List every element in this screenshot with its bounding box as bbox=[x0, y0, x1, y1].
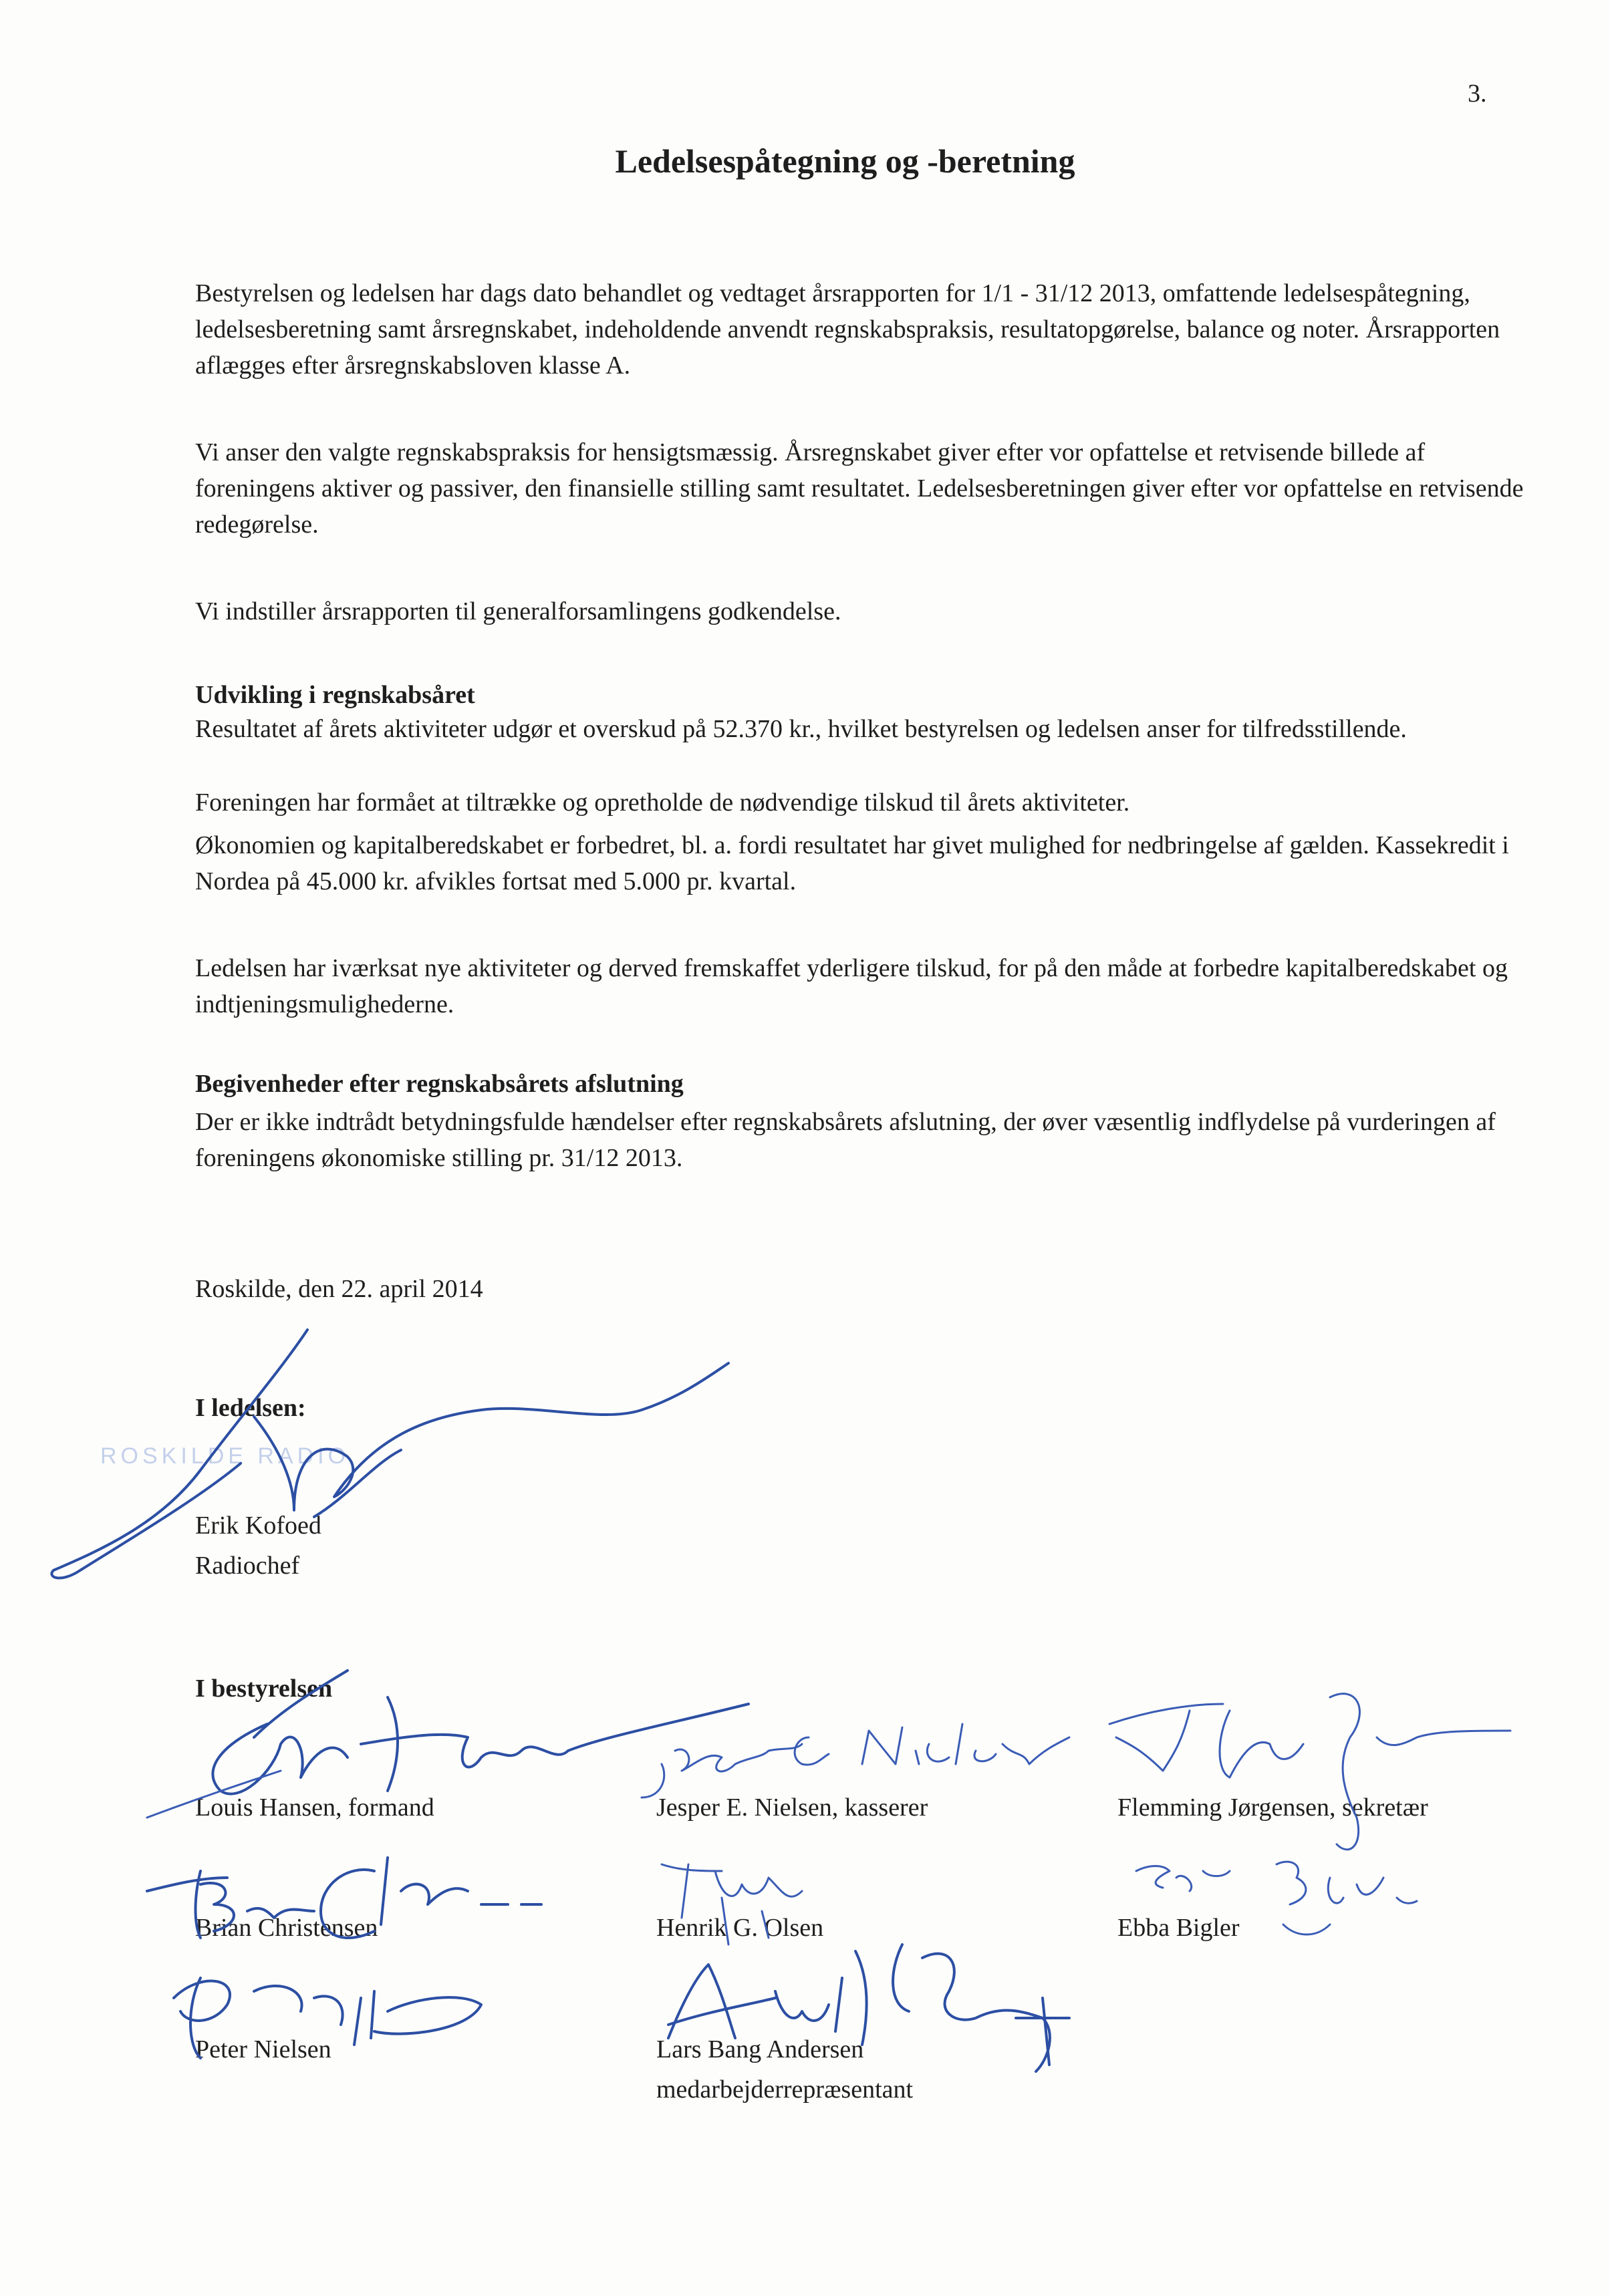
board-member-flemming-jorgensen: Flemming Jørgensen, sekretær bbox=[1117, 1793, 1428, 1822]
board-member-lars-bang-andersen: Lars Bang Andersen bbox=[656, 2035, 864, 2063]
paragraph-result: Resultatet af årets aktiviteter udgør et overskud på 52.370 kr., hvilket bestyrelsen og ledelsen anser for tilfredsstillende. bbox=[195, 715, 1407, 743]
management-heading: I ledelsen: bbox=[195, 1394, 306, 1422]
board-member-jesper-nielsen: Jesper E. Nielsen, kasserer bbox=[656, 1793, 928, 1822]
board-member-role-employee-rep: medarbejderrepræsentant bbox=[656, 2075, 914, 2104]
heading-development: Udvikling i regnskabsåret bbox=[195, 681, 475, 709]
paragraph-events: Der er ikke indtrådt betydningsfulde hændelser efter regnskabsårets afslutning, der øver væsentlig indflydelse på vurderingen af foreningens økonomiske stilling pr. 31/12 2013. bbox=[195, 1108, 1496, 1172]
page-number: 3. bbox=[1468, 80, 1487, 108]
board-heading: I bestyrelsen bbox=[195, 1675, 333, 1703]
document-title: Ledelsespåtegning og -beretning bbox=[615, 142, 1075, 180]
board-member-louis-hansen: Louis Hansen, formand bbox=[195, 1793, 434, 1822]
signature-flemming-jorgensen bbox=[1109, 1694, 1510, 1850]
heading-events: Begivenheder efter regnskabsårets afslutning bbox=[195, 1070, 684, 1098]
organization-stamp: ROSKILDE RADIO bbox=[100, 1443, 350, 1469]
management-name: Erik Kofoed bbox=[195, 1512, 321, 1540]
paragraph-activities: Ledelsen har iværksat nye aktiviteter og derved fremskaffet yderligere tilskud, for på den måde at forbedre kapitalberedskabet og indtjeningsmulighederne. bbox=[195, 954, 1508, 1018]
paragraph-grants: Foreningen har formået at tiltrække og opretholde de nødvendige tilskud til årets aktiviteter. bbox=[195, 788, 1130, 817]
management-role: Radiochef bbox=[195, 1552, 300, 1580]
paragraph-opinion: Vi anser den valgte regnskabspraksis for hensigtsmæssig. Årsregnskabet giver efter vor opfattelse et retvisende billede af foreningens aktiver og passiver, den finansielle stilling samt resultatet. Ledelsesberetningen giver efter vor opfattelse en retvisende redegørelse. bbox=[195, 438, 1524, 539]
board-member-ebba-bigler: Ebba Bigler bbox=[1117, 1914, 1240, 1942]
board-member-brian-christensen: Brian Christensen bbox=[195, 1914, 378, 1942]
signature-jesper-nielsen bbox=[642, 1724, 1069, 1798]
paragraph-intro: Bestyrelsen og ledelsen har dags dato behandlet og vedtaget årsrapporten for 1/1 - 31/12 2013, omfattende ledelsespåtegning, ledelsesberetning samt årsregnskabet, indeholdende anvendt regnskabspraksis, resultatopgørelse, balance og noter. Årsrapporten aflægges efter årsregnskabsloven klasse A. bbox=[195, 279, 1500, 380]
paragraph-recommendation: Vi indstiller årsrapporten til generalforsamlingens godkendelse. bbox=[195, 597, 841, 625]
board-member-peter-nielsen: Peter Nielsen bbox=[195, 2035, 331, 2063]
board-member-henrik-olsen: Henrik G. Olsen bbox=[656, 1914, 824, 1942]
paragraph-economy: Økonomien og kapitalberedskabet er forbedret, bl. a. fordi resultatet har givet mulighed for nedbringelse af gælden. Kassekredit i Nordea på 45.000 kr. afvikles fortsat med 5.000 pr. kvartal. bbox=[195, 831, 1509, 895]
place-date: Roskilde, den 22. april 2014 bbox=[195, 1275, 483, 1303]
